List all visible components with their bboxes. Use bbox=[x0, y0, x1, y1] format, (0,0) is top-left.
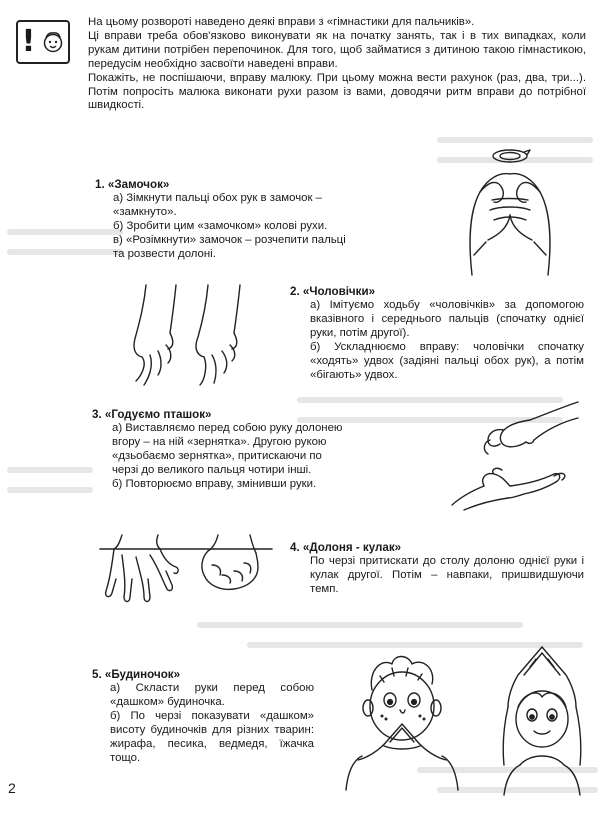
exercise-3-step-a: а) Виставляємо перед собою руку долонею вгору – на ній «зернятка». Другою рукою «дзьобаємо зернятка», притискаючи по черзі до великого пальця чотири інші. bbox=[112, 422, 343, 476]
exercise-4 bbox=[290, 541, 584, 597]
exercise-5-step-b: б) По черзі показувати «дашком» висоту будиночків для різних тварин: жирафа, песика, ведмедя, їжачка тощо. bbox=[110, 709, 314, 764]
exercise-4-step: По черзі притискати до столу долоню однієї руки і кулак другої. Потім – навпаки, пришвидшуючи темп. bbox=[310, 555, 584, 595]
exercise-3-step-b: б) Повторюємо вправу, змінивши руки. bbox=[112, 477, 317, 490]
exercise-1-step-c: в) «Розімкнути» замочок – розчепити пальці та розвести долоні. bbox=[113, 233, 346, 260]
page-number: 2 bbox=[8, 780, 16, 796]
intro-text bbox=[88, 16, 586, 113]
exercise-4-title: «Долоня - кулак» bbox=[302, 541, 402, 554]
exercise-5-heading: 5. «Будиночок» bbox=[92, 668, 181, 681]
walking-fingers-illustration bbox=[118, 285, 253, 395]
exercise-2-title: «Чоловічки» bbox=[302, 285, 376, 298]
exercise-5-title: «Будиночок» bbox=[104, 668, 181, 681]
intro-line-2: Ці вправи треба обов'язково виконувати як на початку занять, так і в тих випадках, коли рукам дитини потрібен перепочинок. Для того, щоб займатися з дитиною такою гімнастикою, передусім необхідно засвоїти наведені вправи. bbox=[88, 29, 586, 70]
exercise-3-title: «Годуємо пташок» bbox=[104, 408, 212, 421]
clasped-hands-illustration bbox=[450, 140, 570, 275]
exercise-1-step-b: б) Зробити цим «замочком» колові рухи. bbox=[113, 219, 328, 232]
intro-line-1: На цьому розвороті наведено деякі вправи з «гімнастики для пальчиків». bbox=[88, 16, 475, 28]
attention-icon bbox=[16, 20, 70, 64]
exercise-2-step-b: б) Ускладнюємо вправу: чоловічки спочатку «ходять» удвох (задіяні пальці обох рук), а потім «бігають» удвох. bbox=[310, 340, 584, 381]
exercise-2-heading: 2. «Чоловічки» bbox=[290, 285, 376, 298]
exercise-5-step-a: а) Скласти руки перед собою «дашком» будиночка. bbox=[110, 682, 314, 708]
exercise-1-step-a: а) Зімкнути пальці обох рук в замочок – «замкнуто». bbox=[113, 192, 322, 218]
exercise-3-heading: 3. «Годуємо пташок» bbox=[92, 408, 212, 421]
exercise-5 bbox=[92, 668, 314, 765]
exclamation-icon: ! bbox=[21, 24, 36, 59]
intro-line-3: Покажіть, не поспішаючи, вправу малюку. При цьому можна вести рахунок (раз, два, три...). Потім попросіть малюка виконати рухи разом із вами, доводячи ритм вправи до потрібної швидкості. bbox=[88, 71, 586, 112]
palm-fist-illustration bbox=[100, 535, 272, 615]
girl-house-illustration bbox=[490, 645, 595, 795]
exercise-1-title: «Замочок» bbox=[107, 178, 170, 191]
exercise-1-heading: 1. «Замочок» bbox=[95, 178, 170, 191]
exercise-4-heading: 4. «Долоня - кулак» bbox=[290, 541, 402, 554]
exercise-3 bbox=[92, 408, 350, 492]
exercise-2 bbox=[290, 285, 584, 382]
exercise-2-step-a: а) Імітуємо ходьбу «чоловічків» за допомогою вказівного і середнього пальців (спочатку однієї руки, потім другої). bbox=[310, 299, 584, 339]
child-face-icon bbox=[42, 30, 64, 54]
boy-house-illustration bbox=[338, 650, 468, 790]
exercise-1 bbox=[95, 178, 357, 262]
feeding-birds-illustration bbox=[450, 400, 580, 510]
